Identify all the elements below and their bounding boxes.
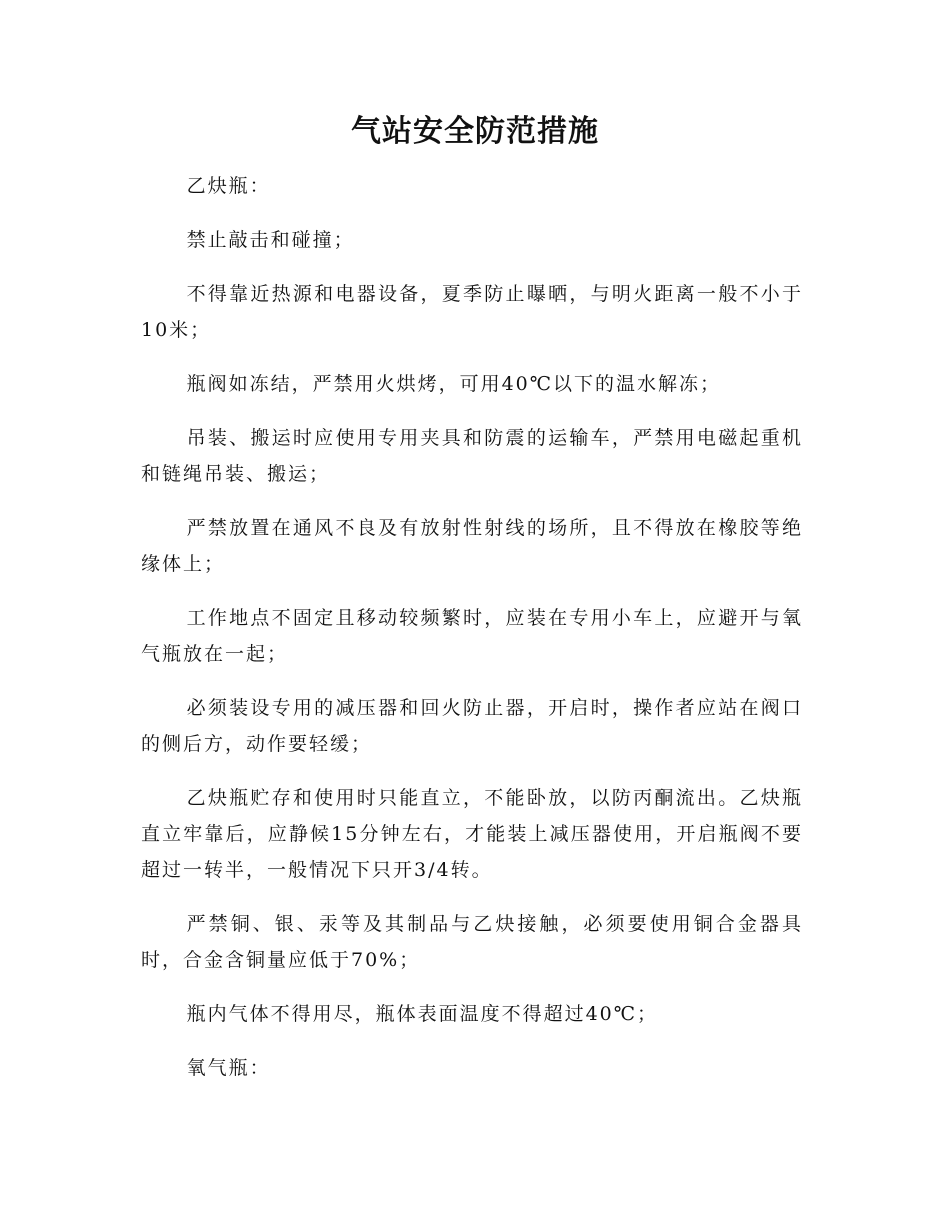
rule-storage-location: 严禁放置在通风不良及有放射性射线的场所，且不得放在橡胶等绝缘体上；: [141, 517, 803, 575]
rule-lifting-transport: 吊装、搬运时应使用专用夹具和防震的运输车，严禁用电磁起重机和链绳吊装、搬运；: [141, 427, 803, 485]
section-heading-oxygen: 氧气瓶：: [186, 1057, 271, 1079]
rule-mobile-cart: 工作地点不固定且移动较频繁时，应装在专用小车上，应避开与氧气瓶放在一起；: [141, 607, 803, 665]
document-title: 气站安全防范措施: [351, 114, 599, 149]
rule-upright-storage: 乙炔瓶贮存和使用时只能直立，不能卧放，以防丙酮流出。乙炔瓶直立牢靠后，应静候15分钟左右，才能装上减压器使用，开启瓶阀不要超过一转半，一般情况下只开3/4转。: [141, 787, 803, 881]
document-body: [141, 168, 803, 1104]
rule-copper-contact: 严禁铜、银、汞等及其制品与乙炔接触，必须要使用铜合金器具时，合金含铜量应低于70%；: [141, 913, 803, 971]
section-heading-acetylene: 乙炔瓶：: [186, 175, 271, 197]
rule-residual-gas: 瓶内气体不得用尽，瓶体表面温度不得超过40℃；: [186, 1003, 659, 1025]
rule-no-impact: 禁止敲击和碰撞；: [186, 229, 355, 251]
rule-frozen-valve: 瓶阀如冻结，严禁用火烘烤，可用40℃以下的温水解冻；: [186, 373, 722, 395]
rule-heat-distance: 不得靠近热源和电器设备，夏季防止曝晒，与明火距离一般不小于10米；: [141, 283, 803, 341]
rule-regulator-flashback: 必须装设专用的减压器和回火防止器，开启时，操作者应站在阀口的侧后方，动作要轻缓；: [141, 697, 803, 755]
